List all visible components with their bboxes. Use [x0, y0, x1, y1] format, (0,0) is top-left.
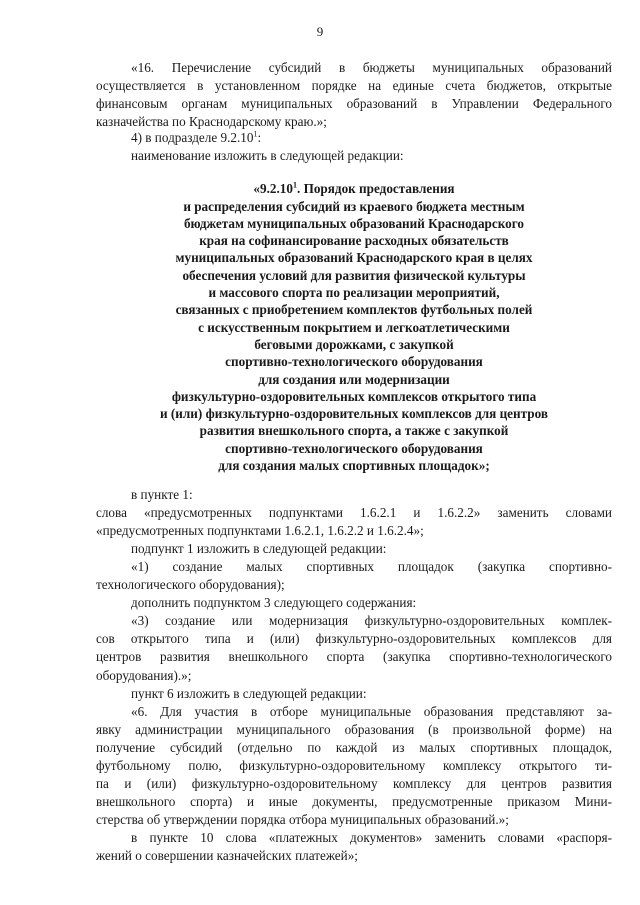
item-4-superscript: 1: [253, 129, 258, 139]
body-line: в пункте 1:: [131, 487, 193, 502]
body-line: «6. Для участия в отборе муниципальные образования представляют за-: [131, 703, 612, 719]
body-line: дополнить подпунктом 3 следующего содержания:: [131, 595, 417, 611]
body-line: пункт 6 изложить в следующей редакции:: [131, 685, 367, 701]
body-line: па и (или) физкультурно-оздоровительному комплексу для центров развития: [96, 775, 612, 791]
naming-line: наименование изложить в следующей редакции:: [131, 148, 404, 163]
body-line: внешкольного спорта) и иные документы, предусмотренные приказом Мини-: [96, 793, 612, 809]
item-4-suffix: :: [257, 130, 262, 145]
body-line: стерства об утверждении порядка отбора муниципальных образований.»;: [96, 811, 509, 827]
heading-number: «9.2.10: [253, 181, 293, 196]
section-heading-line: с искусственным покрытием и легкоатлетическими: [198, 319, 510, 335]
section-heading-line: и (или) физкультурно-оздоровительных комплексов для центров: [160, 406, 548, 422]
body-line: сов открытого типа и (или) физкультурно-оздоровительных комплексов для: [96, 631, 612, 647]
body-line: слова «предусмотренных подпунктами 1.6.2.1 и 1.6.2.2» заменить словами: [96, 505, 612, 521]
section-heading-line: края на софинансирование расходных обязательств: [199, 233, 509, 249]
body-line: центров развития внешкольного спорта (закупка спортивно-технологического: [96, 649, 612, 665]
section-heading-line: и массового спорта по реализации мероприятий,: [208, 285, 500, 300]
section-heading-line: муниципальных образований Краснодарского края в целях: [175, 250, 533, 266]
section-heading-line: связанных с приобретением комплектов футбольных полей: [175, 302, 533, 318]
body-line: оборудования).»;: [96, 667, 192, 683]
section-heading-first-line: [96, 180, 612, 197]
heading-title-start: . Порядок предоставления: [296, 181, 455, 196]
heading-superscript: 1: [292, 180, 297, 190]
body-line: жений о совершении казначейских платежей»;: [96, 848, 358, 863]
section-heading-line: развития внешкольного спорта, а также с закупкой: [199, 423, 509, 439]
item-4-line: [131, 129, 261, 147]
section-heading-line: обеспечения условий для развития физической культуры: [182, 267, 526, 283]
section-heading-line: для создания малых спортивных площадок»;: [218, 458, 490, 473]
body-line: «1) создание малых спортивных площадок (закупка спортивно-: [131, 559, 612, 575]
paragraph-line: «16. Перечисление субсидий в бюджеты муниципальных образований: [131, 60, 612, 75]
body-line: «3) создание или модернизация физкультурно-оздоровительных комплек-: [131, 613, 612, 629]
section-heading-line: беговыми дорожками, с закупкой: [254, 336, 454, 352]
body-line: явку администрации муниципального образования (в произвольной форме) на: [96, 721, 612, 737]
section-heading-line: физкультурно-оздоровительных комплексов открытого типа: [171, 388, 537, 404]
section-heading-line: спортивно-технологического оборудования: [225, 354, 483, 370]
item-4-text: 4) в подразделе 9.2.10: [131, 130, 254, 145]
section-heading-line: для создания или модернизации: [258, 371, 450, 387]
body-line: в пункте 10 слова «платежных документов» заменить словами «распоря-: [131, 829, 612, 845]
section-heading-line: спортивно-технологического оборудования: [225, 440, 483, 456]
body-line: футбольному полю, физкультурно-оздоровительному комплексу открытого ти-: [96, 757, 612, 773]
body-line: технологического оборудования);: [96, 577, 285, 593]
body-line: «предусмотренных подпунктами 1.6.2.1, 1.6.2.2 и 1.6.2.4»;: [96, 523, 424, 539]
section-heading-line: бюджетам муниципальных образований Краснодарского: [183, 215, 525, 231]
paragraph-line: казначейства по Краснодарскому краю.»;: [96, 114, 327, 129]
body-line: получение субсидий (отдельно по каждой из малых спортивных площадок,: [96, 739, 612, 755]
paragraph-line: осуществляется в установленном порядке на единые счета бюджетов, открытые: [96, 78, 612, 93]
section-heading-line: и распределения субсидий из краевого бюджета местным: [183, 198, 525, 214]
page-number: 9: [316, 24, 324, 39]
body-line: подпункт 1 изложить в следующей редакции:: [131, 541, 387, 557]
paragraph-line: финансовым органам муниципальных образований в Управлении Федерального: [96, 96, 612, 111]
